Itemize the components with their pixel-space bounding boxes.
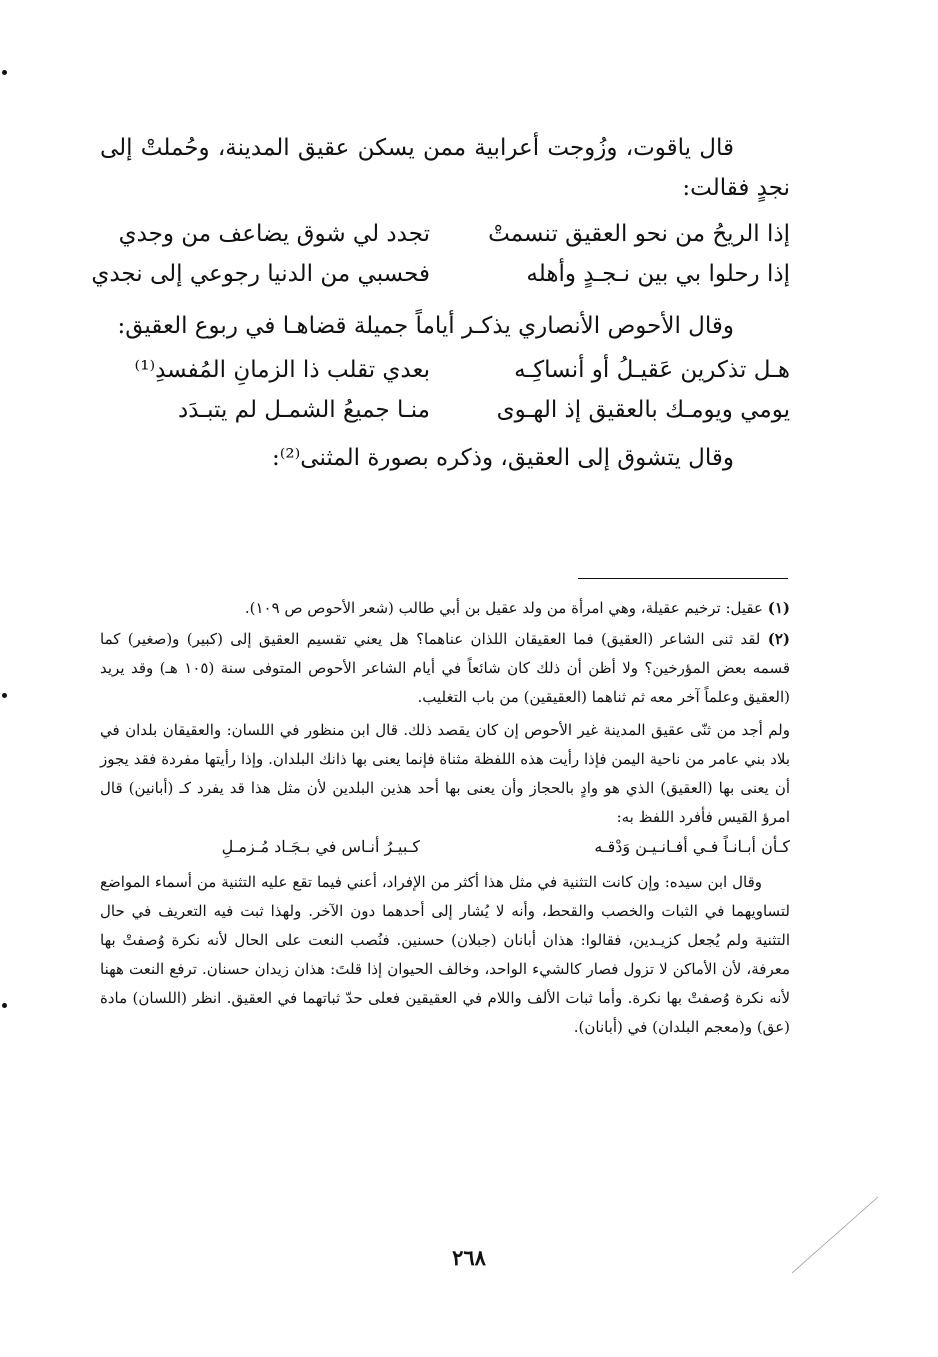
footnote-2 xyxy=(100,625,790,712)
poem-1-line-1-first-hemistich: إذا الريحُ من نحو العقيق تنسمتْ xyxy=(488,221,790,247)
footnote-separator xyxy=(578,578,788,579)
margin-mark-top xyxy=(2,70,7,75)
poem-1-line-1-second-hemistich: تجدد لي شوق يضاعف من وجدي xyxy=(118,221,430,247)
paragraph-ahwas: وقال الأحوص الأنصاري يذكـر أياماً جميلة قضاهـا في ربوع العقيق: xyxy=(117,313,734,339)
footnote-2-poem-first-hemistich: كـأن أبـانـاً فـي أفـانـيـن وَدْقـه xyxy=(594,837,790,856)
footnote-2-text-c: وقال ابن سيده: وإن كانت التثنية في مثل هذا أكثر من الإفراد، أعني فيما تقع عليه التثنية من أسماء المواضع لتساويهما في الثبات والخصب والقحط، وأنه لا يُشار إلى أحدهما دون الآخر. ولهذا ثبت فيه التعريف في حال التثنية ولم يُجعل كزيـدين، فقالوا: هذان أبانان (جبلان) حسنين. فنُصب النعت على الحال لأنه نكرة وُصفتْ بها معرفة، لأن الأماكن لا تزول فصار كالشيء الواحد، وخالف الحيوان إذا قلتَ: هذان زيدان حسنان. ترفع النعت ههنا لأنه نكرة وُصفتْ بها نكرة. وأما ثبات الألف واللام في العقيقين فعلى حدّ ثباتهما في العقيق. انظر (اللسان) مادة (عق) و(معجم البلدان) في (أبانان). xyxy=(100,873,790,1036)
footnote-2-poem xyxy=(100,832,790,862)
poem-1-line-2-first-hemistich: إذا رحلوا بي بين نـجـدٍ وأهله xyxy=(526,261,790,287)
poem-2-line-1-first-hemistich: هـل تذكرين عَقيـلُ أو أنساكِـه xyxy=(514,357,790,383)
poem-2-line-1 xyxy=(100,350,790,390)
paragraph-yaqut: قال ياقوت، وزُوجت أعرابية ممن يسكن عقيق المدينة، وحُملتْ إلى نجدٍ فقالت: xyxy=(100,135,790,201)
margin-mark-lower xyxy=(2,1003,7,1008)
poem-2-line-2 xyxy=(100,390,790,430)
footnotes xyxy=(100,594,790,1042)
footnote-2-text-b: ولم أجد من ثنّى عقيق المدينة غير الأحوص إن كان يقصد ذلك. قال ابن منظور في اللسان: والعقيقان بلدان في بلاد بني عامر من ناحية اليمن فإذا رأيت هذه اللفظة مثناة فإنما يعنى بها ذانك البلدان. وإذا رأيتها مفردة فقد يجوز أن يعنى بها (العقيق) الذي هو وادٍ بالحجاز وأن يعنى بها أحد هذين البلدين لأن مثل هذا قد يفرد كـ (أبانين) قال امرؤ القيس فأفرد اللفظ به: xyxy=(100,721,790,826)
poem-1-line-1 xyxy=(100,214,790,254)
scan-scratch-mark xyxy=(790,1195,880,1275)
poem-1-line-2-second-hemistich: فحسبي من الدنيا رجوعي إلى نجدي xyxy=(91,261,430,287)
footnote-2-text-a: لقد ثنى الشاعر (العقيق) فما العقيقان اللذان عناهما؟ هل يعني تقسيم العقيق إلى (كبير) و(صغير) كما قسمه بعض المؤرخين؟ ولا أظن أن ذلك كان شائعاً في أيام الشاعر الأحوص المتوفى سنة (١٠٥ هـ) وقد يريد (العقيق وعلماً آخر معه ثم ثناهما (العقيقين) من باب التغليب. xyxy=(100,630,790,706)
paragraph-dual: وقال يتشوق إلى العقيق، وذكره بصورة المثنى⁽²⁾: xyxy=(272,445,734,471)
poem-2 xyxy=(100,350,790,430)
poem-2-line-2-second-hemistich: منـا جميعُ الشمـل لم يتبـدَد xyxy=(178,397,430,423)
margin-mark-middle xyxy=(2,693,7,698)
page-number: ٢٦٨ xyxy=(452,1245,486,1270)
poem-2-line-1-second-hemistich: بعدي تقلب ذا الزمانِ المُفسدِ⁽¹⁾ xyxy=(134,357,430,383)
footnote-1 xyxy=(100,594,790,623)
poem-1-line-2 xyxy=(91,254,790,294)
main-text xyxy=(91,128,790,478)
footnote-1-number: (١) xyxy=(767,599,790,617)
footnote-2-number: (٢) xyxy=(767,630,790,648)
footnote-1-text: عقيل: ترخيم عقيلة، وهي امرأة من ولد عقيل بن أبي طالب (شعر الأحوص ص ١٠٩). xyxy=(244,599,763,617)
footnote-2-poem-second-hemistich: كـبيـرُ أنـاس في بـجَـاد مُـزمـلِ xyxy=(221,837,420,856)
poem-2-line-2-first-hemistich: يومي ويومـك بالعقيق إذ الهـوى xyxy=(496,397,790,423)
poem-1 xyxy=(91,214,790,294)
